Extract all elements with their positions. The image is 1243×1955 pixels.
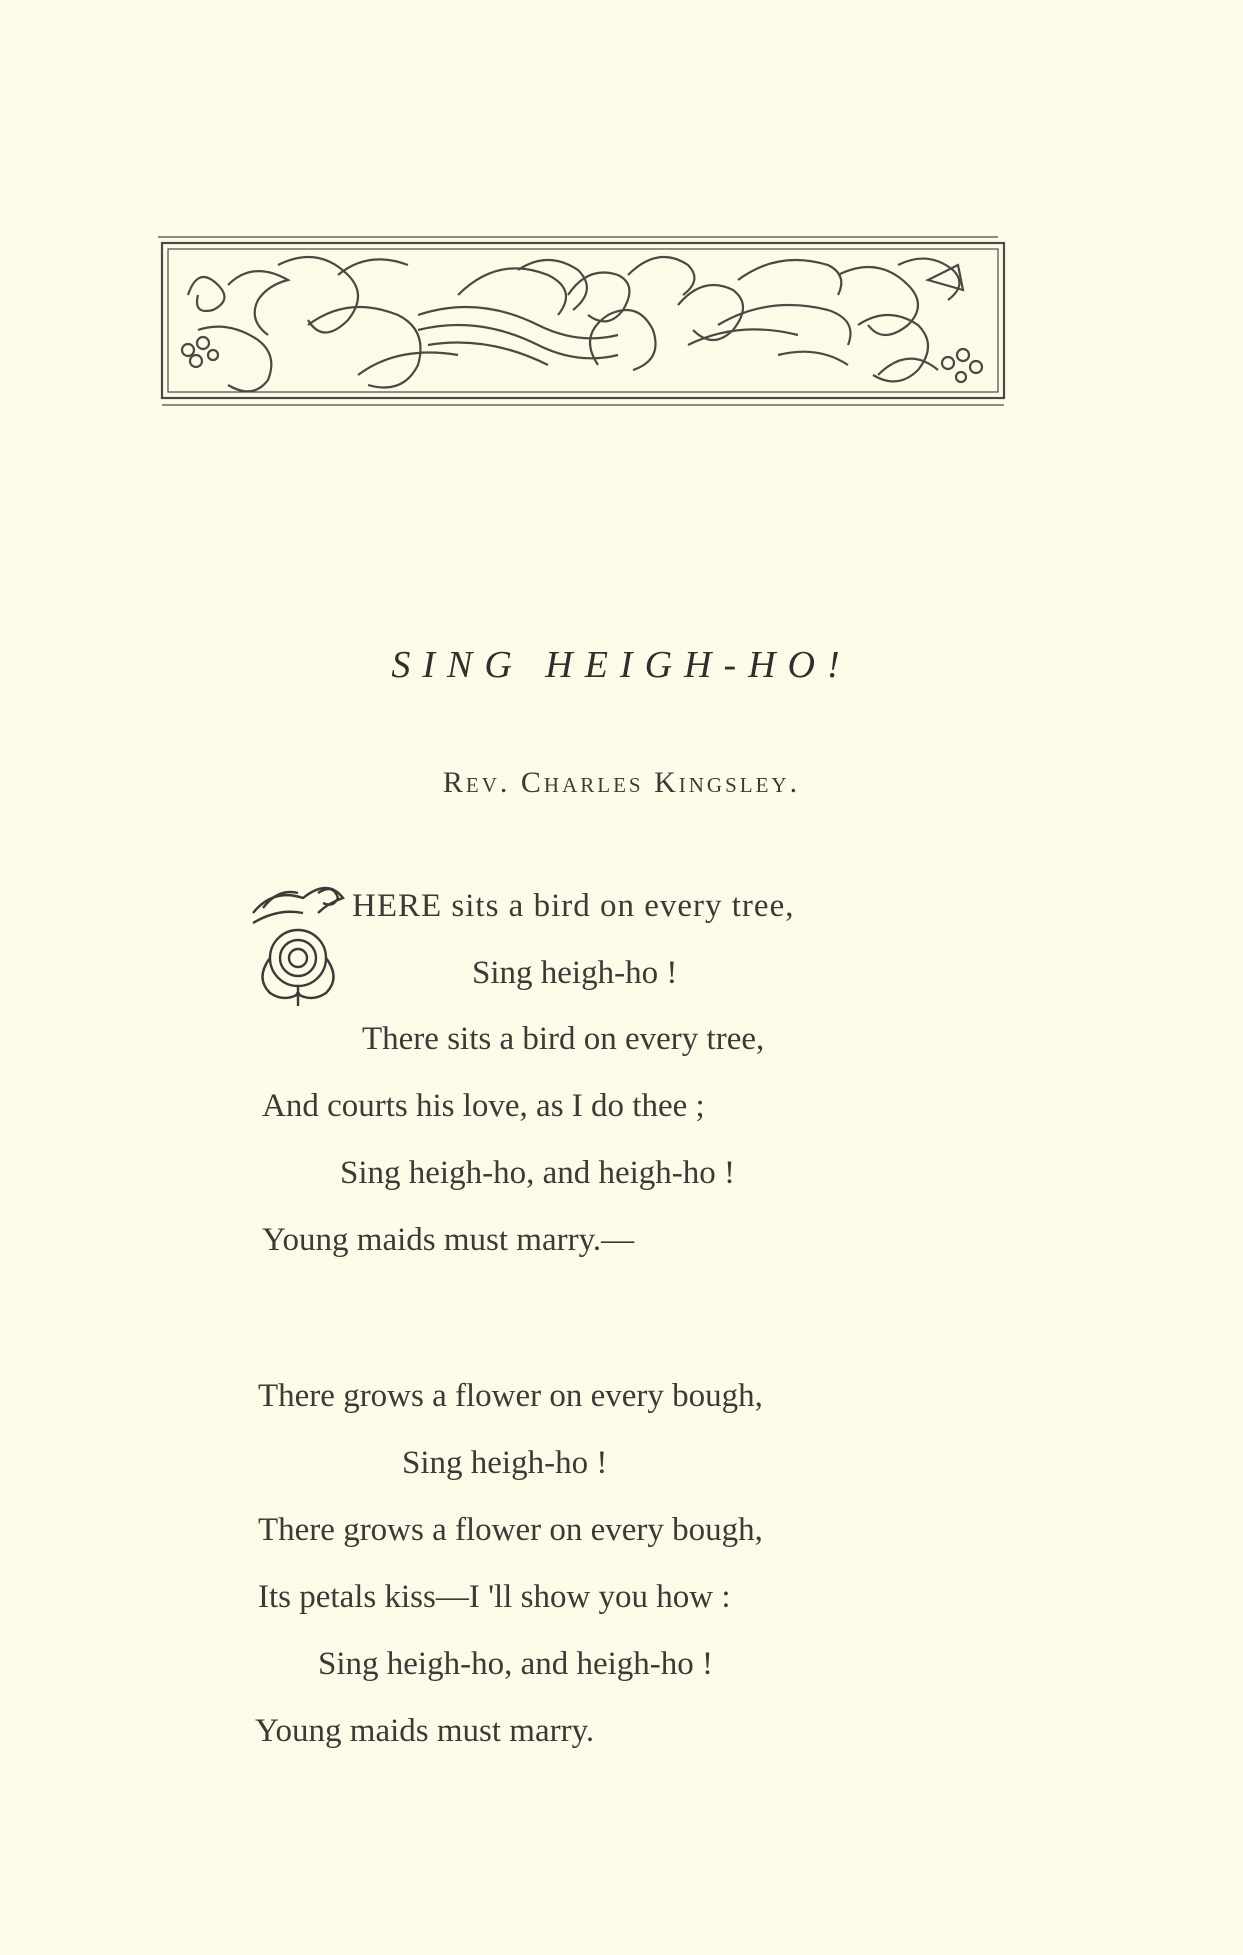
stanza2-line4: Its petals kiss—I 'll show you how :	[258, 1579, 731, 1615]
stanza2-line1: There grows a flower on every bough,	[258, 1378, 763, 1414]
stanza2-line5: Sing heigh-ho, and heigh-ho !	[318, 1646, 714, 1682]
stanza1-line1: HERE sits a bird on every tree,	[352, 888, 795, 924]
stanza1-line4: And courts his love, as I do thee ;	[262, 1088, 705, 1124]
stanza1-line2: Sing heigh-ho !	[472, 955, 678, 991]
poem-author: Rev. Charles Kingsley.	[442, 766, 801, 799]
stanza1-line3: There sits a bird on every tree,	[362, 1021, 765, 1057]
stanza2-line2: Sing heigh-ho !	[402, 1445, 608, 1481]
stanza1-line6: Young maids must marry.—	[262, 1222, 635, 1258]
decorative-initial-t-icon	[248, 878, 348, 1008]
poem-title: SING HEIGH-HO!	[391, 644, 852, 686]
stanza2-line3: There grows a flower on every bough,	[258, 1512, 763, 1548]
stanza1-line5: Sing heigh-ho, and heigh-ho !	[340, 1155, 736, 1191]
stanza2-line6: Young maids must marry.	[255, 1713, 595, 1749]
ornamental-headpiece	[158, 235, 1008, 407]
